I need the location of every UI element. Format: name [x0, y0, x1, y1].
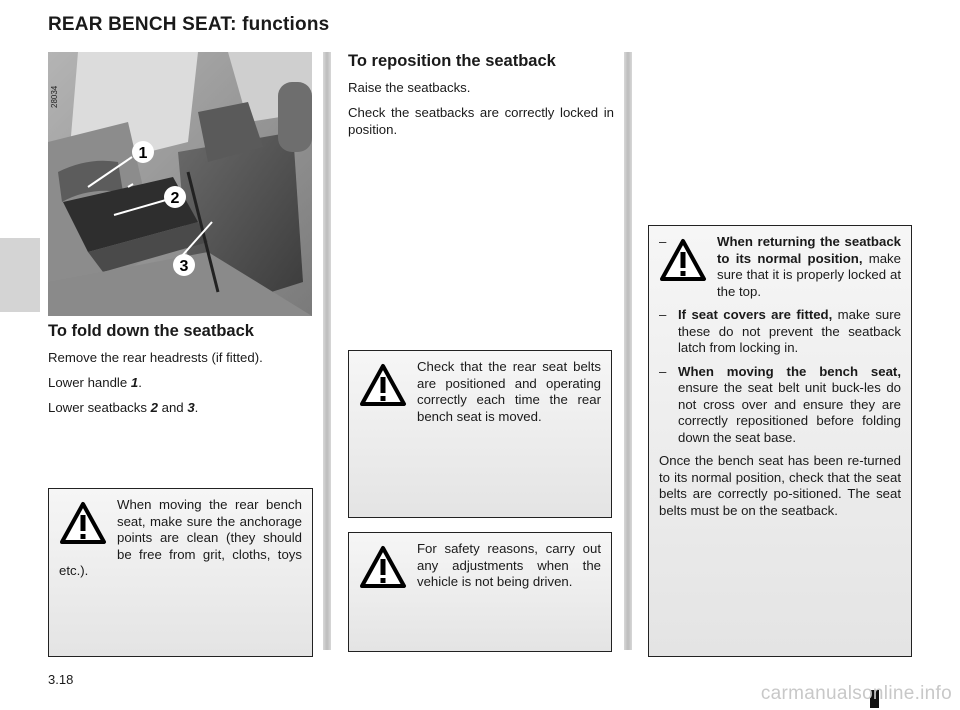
warning-item-return: – When returning the seatback to its normal position, make sure that it is properly locked at the top.: [659, 234, 901, 300]
warning-triangle-icon: [359, 545, 407, 589]
warning-triangle-icon: [359, 363, 407, 407]
fold-step-1: Remove the rear headrests (if fitted).: [48, 350, 263, 365]
page-number: 3.18: [48, 672, 74, 687]
fold-heading: To fold down the seatback: [48, 322, 254, 340]
figure-id: 28034: [50, 85, 59, 108]
warning-item-covers: – If seat covers are fitted, make sure these do not prevent the seatback latch from locking in.: [659, 307, 901, 357]
page-title: REAR BENCH SEAT: functions: [48, 14, 330, 35]
warning-anchorage: [48, 488, 313, 657]
rear-seat-illustration: [48, 52, 312, 316]
handle-ref: 1: [130, 375, 139, 390]
warning-safety-text: For safety reasons, carry out any adjustments when the vehicle is not being driven.: [417, 541, 601, 589]
warning-belts-check: [348, 350, 612, 518]
column-divider-right: [624, 52, 632, 650]
warning-belts-check-text: Check that the rear seat belts are positioned and operating correctly each time the rear bench seat is moved.: [417, 359, 601, 424]
seatback-ref-2: 2: [150, 400, 158, 415]
section-tab: [0, 238, 40, 312]
warning-closing-text: Once the bench seat has been re-turned to its normal position, check that the seat belts are correctly po-sitioned. The seat belts must be on the seatback.: [659, 453, 901, 518]
warning-triangle-icon: [59, 501, 107, 545]
reposition-step-1: Raise the seatbacks.: [348, 80, 471, 95]
watermark: carmanualsonline.info: [760, 683, 952, 704]
warning-seatback-return: [648, 225, 912, 657]
callout-2: 2: [170, 190, 180, 207]
column-divider-left: [323, 52, 331, 650]
fold-section: [48, 322, 314, 424]
warning-item-moving: – When moving the bench seat, ensure the seat belt unit buck-les do not cross over and ensure they are correctly repositioned before folding down the seat base.: [659, 364, 901, 447]
reposition-heading: To reposition the seatback: [348, 52, 556, 70]
warning-safety: [348, 532, 612, 652]
fold-step-2: Lower handle 1.: [48, 375, 142, 390]
callout-1: 1: [138, 145, 148, 162]
seatback-ref-3: 3: [187, 400, 195, 415]
reposition-step-2: Check the seatbacks are correctly locked in position.: [348, 105, 614, 137]
reposition-section: [348, 52, 614, 146]
warning-list: [659, 234, 901, 446]
callout-3: 3: [179, 258, 189, 275]
fold-step-3: Lower seatbacks 2 and 3.: [48, 400, 199, 415]
rear-seat-drawing: [48, 52, 312, 316]
warning-anchorage-text: When moving the rear bench seat, make sure the anchorage points are clean (they should be free from grit, cloths, toys etc.).: [59, 497, 302, 578]
